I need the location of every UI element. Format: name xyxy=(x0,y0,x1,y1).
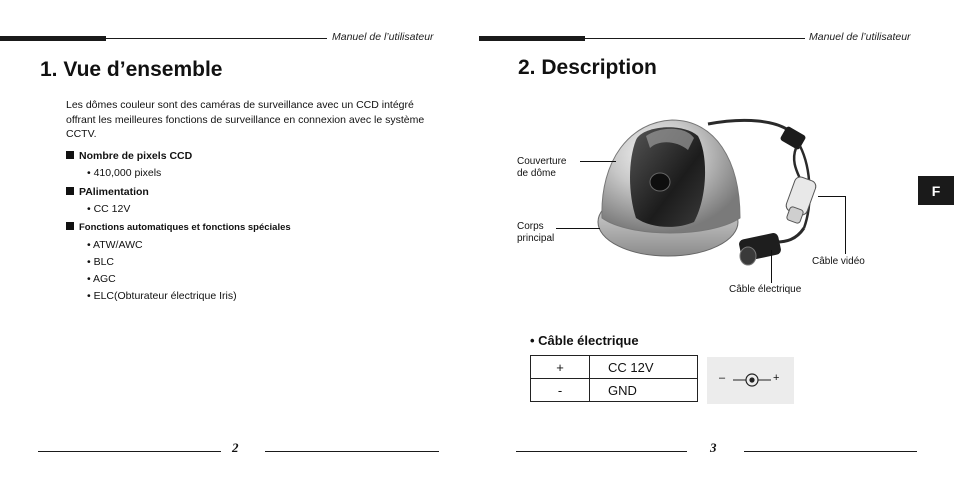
table-row xyxy=(531,379,698,402)
feature-heading-power: PAlimentation xyxy=(66,186,149,198)
feature-item: • BLC xyxy=(87,256,115,268)
polarity-connector-icon xyxy=(731,372,773,388)
polarity-minus: – xyxy=(719,372,726,384)
feature-heading-functions: Fonctions automatiques et fonctions spéciales xyxy=(66,222,291,233)
footer-rule xyxy=(265,451,439,452)
header-rule-thick-right xyxy=(479,36,585,41)
header-rule-thin-left xyxy=(106,38,327,39)
leader-line xyxy=(771,250,772,283)
leader-line xyxy=(845,196,846,254)
leader-line xyxy=(818,196,845,197)
intro-paragraph: Les dômes couleur sont des caméras de surveillance avec un CCD intégré offrant les meilleures fonctions de surveillance en connexion avec le système CCTV. xyxy=(66,99,425,140)
label-power-cable: Câble électrique xyxy=(729,284,802,295)
feature-item: • AGC xyxy=(87,273,116,285)
page-number-right: 3 xyxy=(710,440,717,455)
footer-rule xyxy=(38,451,221,452)
feature-item: • ATW/AWC xyxy=(87,239,143,251)
right-page-title: 2. Description xyxy=(518,56,657,79)
leader-line xyxy=(556,228,600,229)
label-main-body: Corps principal xyxy=(517,221,555,244)
left-header-text: Manuel de l’utilisateur xyxy=(332,31,434,43)
power-cable-table xyxy=(530,355,698,402)
footer-rule xyxy=(516,451,687,452)
table-row xyxy=(531,356,698,379)
dome-camera-illustration xyxy=(590,110,850,270)
footer-rule xyxy=(744,451,917,452)
square-bullet-icon xyxy=(66,222,74,230)
label-video-cable: Câble vidéo xyxy=(812,256,865,267)
square-bullet-icon xyxy=(66,187,74,195)
header-rule-thick-left xyxy=(0,36,106,41)
leader-line xyxy=(580,161,616,162)
feature-item: • 410,000 pixels xyxy=(87,167,162,179)
right-header-text: Manuel de l’utilisateur xyxy=(809,31,911,43)
power-cable-heading: • Câble électrique xyxy=(530,333,639,348)
polarity-plus: + xyxy=(773,372,780,384)
left-page-title: 1. Vue d’ensemble xyxy=(40,58,223,81)
table-cell: GND xyxy=(590,379,698,402)
square-bullet-icon xyxy=(66,151,74,159)
table-cell: CC 12V xyxy=(590,356,698,379)
page-number-left: 2 xyxy=(232,440,239,455)
feature-item: • ELC(Obturateur électrique Iris) xyxy=(87,290,237,302)
header-rule-thin-right xyxy=(585,38,805,39)
label-dome-cover: Couverture de dôme xyxy=(517,156,567,179)
section-tab: F xyxy=(918,176,954,205)
table-cell: - xyxy=(531,379,590,402)
feature-heading-ccd: Nombre de pixels CCD xyxy=(66,150,192,162)
table-cell: + xyxy=(531,356,590,379)
feature-item: • CC 12V xyxy=(87,203,131,215)
connector-polarity-box xyxy=(707,357,794,404)
